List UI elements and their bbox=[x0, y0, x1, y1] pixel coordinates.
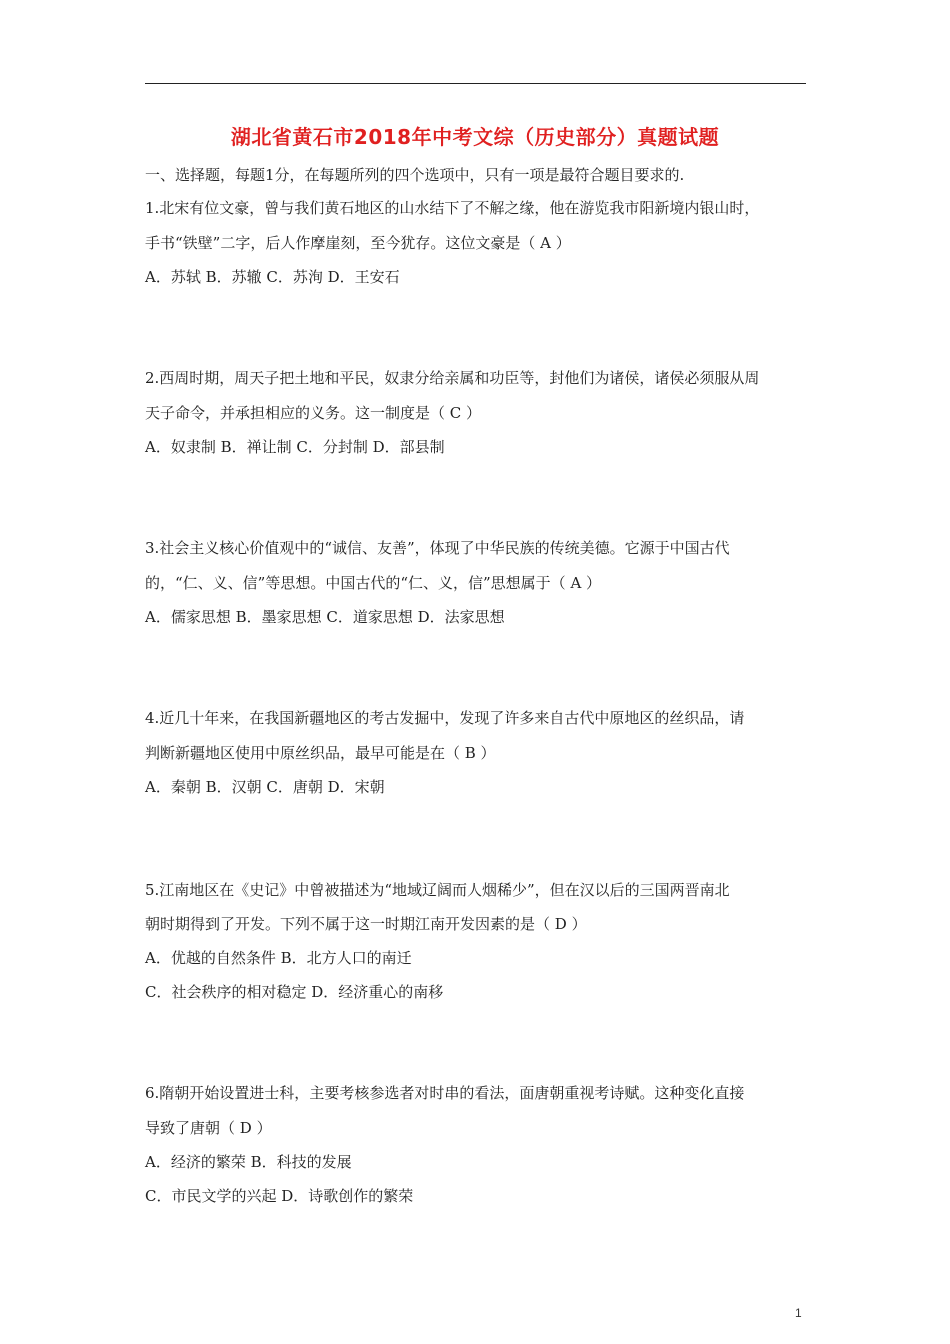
question-1-line-1: 1.北宋有位文豪，曾与我们黄石地区的山水结下了不解之缘，他在游览我市阳新境内银山时， bbox=[145, 199, 760, 217]
question-4-options: A．秦朝 B．汉朝 C．唐朝 D．宋朝 bbox=[145, 778, 385, 796]
header-rule bbox=[145, 83, 806, 84]
question-1-options: A．苏轼 B．苏辙 C．苏洵 D．王安石 bbox=[145, 268, 400, 286]
question-4-line-1: 4.近几十年来，在我国新疆地区的考古发掘中，发现了许多来自古代中原地区的丝织品，请 bbox=[145, 709, 745, 727]
question-5-line-1: 5.江南地区在《史记》中曾被描述为“地域辽阔而人烟稀少”，但在汉以后的三国两晋南北 bbox=[145, 881, 730, 899]
question-6-options-2: C．市民文学的兴起 D．诗歌创作的繁荣 bbox=[145, 1187, 414, 1205]
question-1-line-2: 手书“铁壁”二字，后人作摩崖刻，至今犹存。这位文豪是（ A ） bbox=[145, 234, 571, 252]
question-5-options-2: C．社会秩序的相对稳定 D．经济重心的南移 bbox=[145, 983, 444, 1001]
document-title: 湖北省黄石市2018年中考文综（历史部分）真题试题 bbox=[230, 125, 720, 149]
question-6-line-2: 导致了唐朝（ D ） bbox=[145, 1119, 272, 1137]
instruction-text: 一、选择题，每题1分，在每题所列的四个选项中，只有一项是最符合题目要求的. bbox=[145, 166, 685, 184]
question-3-options: A．儒家思想 B．墨家思想 C．道家思想 D．法家思想 bbox=[145, 608, 505, 626]
question-3-line-2: 的，“仁、义、信”等思想。中国古代的“仁、义，信”思想属于（ A ） bbox=[145, 574, 602, 592]
question-6-options-1: A．经济的繁荣 B．科技的发展 bbox=[145, 1153, 352, 1171]
question-2-options: A．奴隶制 B．禅让制 C．分封制 D．部县制 bbox=[145, 438, 445, 456]
page-number: 1 bbox=[795, 1306, 802, 1320]
question-3-line-1: 3.社会主义核心价值观中的“诚信、友善”，体现了中华民族的传统美德。它源于中国古代 bbox=[145, 539, 730, 557]
question-6-line-1: 6.隋朝开始设置进士科，主要考核参选者对时串的看法，面唐朝重视考诗赋。这种变化直接 bbox=[145, 1084, 745, 1102]
question-2-line-2: 天子命令，并承担相应的义务。这一制度是（ C ） bbox=[145, 404, 482, 422]
question-4-line-2: 判断新疆地区使用中原丝织品，最早可能是在（ B ） bbox=[145, 744, 496, 762]
question-5-options-1: A．优越的自然条件 B．北方人口的南迁 bbox=[145, 949, 412, 967]
question-2-line-1: 2.西周时期，周天子把土地和平民，奴隶分给亲属和功臣等，封他们为诸侯，诸侯必须服从周 bbox=[145, 369, 760, 387]
question-5-line-2: 朝时期得到了开发。下列不属于这一时期江南开发因素的是（ D ） bbox=[145, 915, 587, 933]
